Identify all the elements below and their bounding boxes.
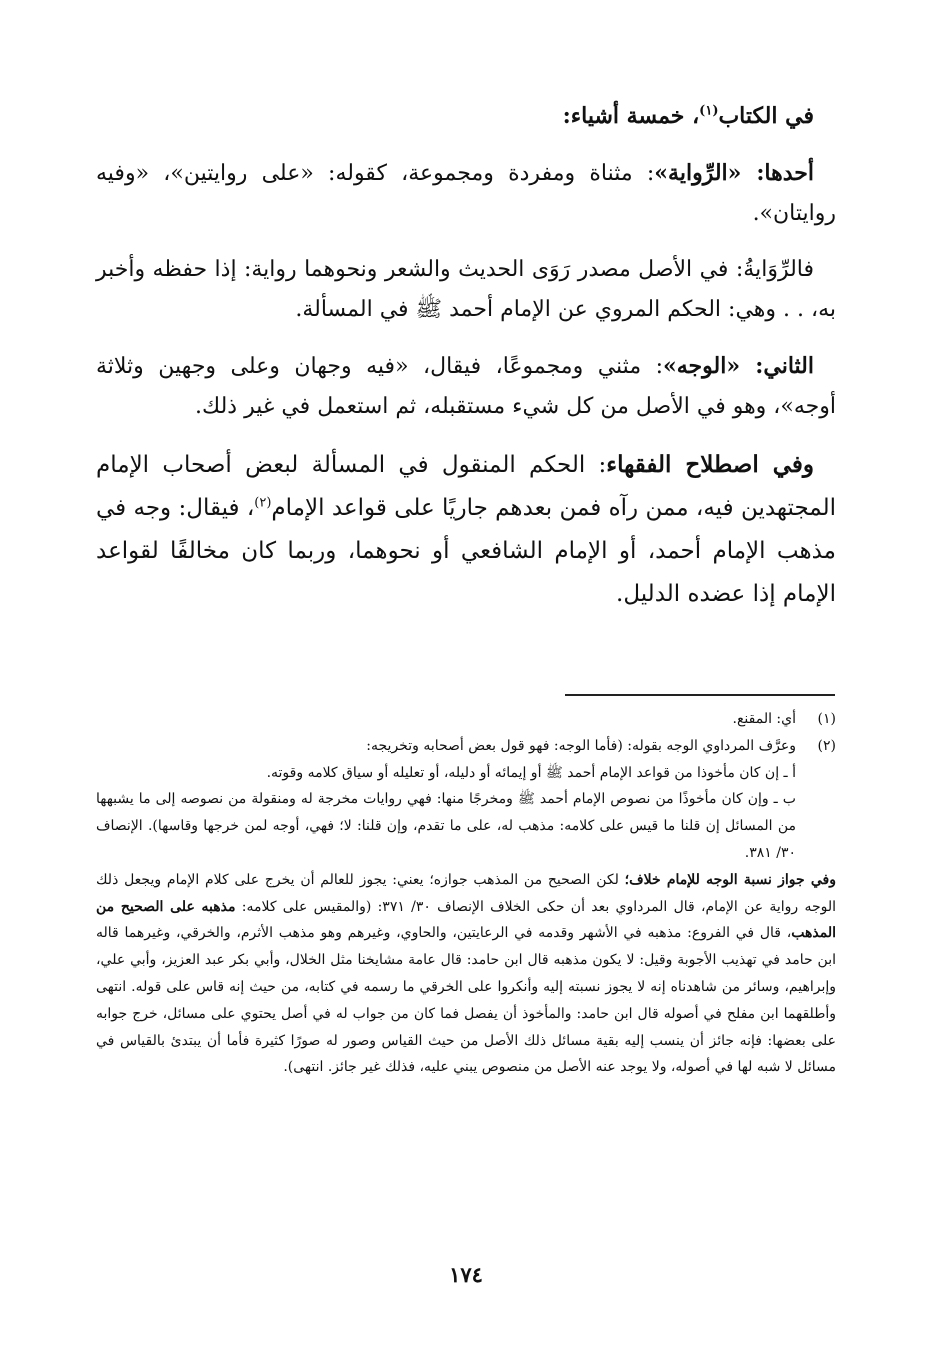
riwaya-definition-text: فالرِّوَايةُ: في الأصل مصدر رَوَى الحديث والشعر ونحوهما رواية: إذا حفظه وأخبر به، . . وهي: الحكم المروي عن الإمام أحمد ﷺ في المسألة. bbox=[96, 257, 836, 322]
wajh-text: : مثني ومجموعًا، فيقال، «فيه وجهان وعلى وجهين وثلاثة أوجه»، وهو في الأصل من كل شيء مستقبله، ثم استعمل في غير ذلك. bbox=[96, 354, 836, 419]
paragraph-riwaya bbox=[96, 153, 836, 234]
footnote-divider bbox=[565, 694, 835, 696]
paragraph-intro bbox=[96, 96, 836, 137]
intro-text: في الكتاب bbox=[718, 103, 814, 129]
page-number: ١٧٤ bbox=[449, 1262, 483, 1287]
fuqaha-text-1: : الحكم المنقول في المسألة لبعض أصحاب الإمام المجتهدين فيه، ممن رآه فمن بعدهم جاريًا على قواعد الإمام bbox=[96, 452, 837, 521]
fuqaha-heading: وفي اصطلاح الفقهاء bbox=[606, 451, 814, 478]
main-text bbox=[96, 96, 836, 632]
wajh-heading: الثاني: «الوجه» bbox=[663, 353, 814, 379]
footnote-line: ، قال في الفروع: مذهبه في الأشهر وقدمه في الرعايتين، والحاوي، وغيرهم وهو مذهب الأثرم، والخرقي، وغيرهما قاله ابن حامد في تهذيب الأجوبة وقيل: لا يكون مذهبه قال ابن حامد: قال عامة مشايخنا مثل الخلال، وأبي بكر عبد العزيز، وأبي علي، وإبراهيم، وسائر من شاهدناه إنه لا يجوز نسبته إليه وأنكروا على الخرقي ما رسمه في كتابه، من حيث إنه قاس على قوله. انتهى وأطلقهما ابن مفلح في أصوله قال ابن حامد: والمأخوذ أن يفصل فما كان من جواب له في أصل يحتوي على مسائل، خرج جوابه على بعضها: فإنه جائز أن ينسب إليه بقية مسائل ذلك الأصل من حيث القياس وصور له صورًا كثيرة فأما أن يبتدئ بالقياس في مسائل لا شبه لها في أصوله، ولا يوجد عنه الأصل من منصوص يبني عليه، فذلك غير جائز. انتهى). bbox=[96, 925, 836, 1076]
footnote-line: ب ـ وإن كان مأخوذًا من نصوص الإمام أحمد ﷺ ومخرجًا منها: فهي روايات مخرجة له ومنقولة من نصوصه إلى ما يشبهها من المسائل إن قلنا ما قيس على كلامه: مذهب له، على ما تقدم، وإن قلنا: لا؛ فهي، أوجه لمن خرجها وقاسها). الإنصاف ٣٠/ ٣٨١. bbox=[96, 791, 796, 861]
footnote-body bbox=[96, 733, 796, 867]
footnote-line: وعرَّف المرداوي الوجه بقوله: (فأما الوجه: فهو قول بعض أصحابه وتخريجه: bbox=[366, 737, 796, 754]
footnote-2-continued bbox=[96, 867, 836, 1081]
footnote-bold: وفي جواز نسبة الوجه للإمام خلاف؛ bbox=[624, 871, 837, 888]
footnote-line: لكن الصحيح من المذهب جوازه؛ يعني: يجوز للعالم أن يخرج على كلام الإمام ويجعل ذلك الوجه رواية عن الإمام، قال المرداوي بعد أن حكى الخلاف الإنصاف ٣٠/ ٣٧١: (والمقيس على كلامه: bbox=[96, 871, 837, 915]
paragraph-riwaya-definition bbox=[96, 250, 836, 330]
footnotes bbox=[96, 706, 836, 1081]
footnote-ref-2[interactable]: (٢) bbox=[254, 495, 272, 511]
paragraph-wajh bbox=[96, 346, 836, 427]
paragraph-fuqaha bbox=[96, 443, 836, 616]
fuqaha-text-2: ، فيقال: وجه في مذهب الإمام أحمد، أو الإمام الشافعي أو نحوهما، وربما كان مخالفًا لقواعد الإمام إذا عضده الدليل. bbox=[96, 495, 836, 607]
footnote-text: أي: المقنع. bbox=[732, 711, 796, 727]
riwaya-heading: أحدها: «الرِّواية» bbox=[654, 160, 814, 186]
footnote-ref-1[interactable]: (١) bbox=[699, 103, 719, 119]
footnote-1 bbox=[96, 706, 836, 733]
footnote-number: (٢) bbox=[817, 737, 836, 754]
riwaya-text: : مثناة ومفردة ومجموعة، كقوله: «على روايتين»، «وفيه روايتان». bbox=[96, 161, 836, 226]
footnote-bold: مذهبه على الصحيح من المذهب bbox=[96, 898, 836, 942]
footnote-number: (١) bbox=[817, 711, 836, 727]
intro-end: ، خمسة أشياء: bbox=[562, 103, 700, 129]
footnote-line: أ ـ إن كان مأخوذا من قواعد الإمام أحمد ﷺ أو إيمائه أو دليله، أو تعليله أو سياق كلامه وقوته. bbox=[266, 764, 796, 781]
footnote-2 bbox=[96, 733, 836, 867]
